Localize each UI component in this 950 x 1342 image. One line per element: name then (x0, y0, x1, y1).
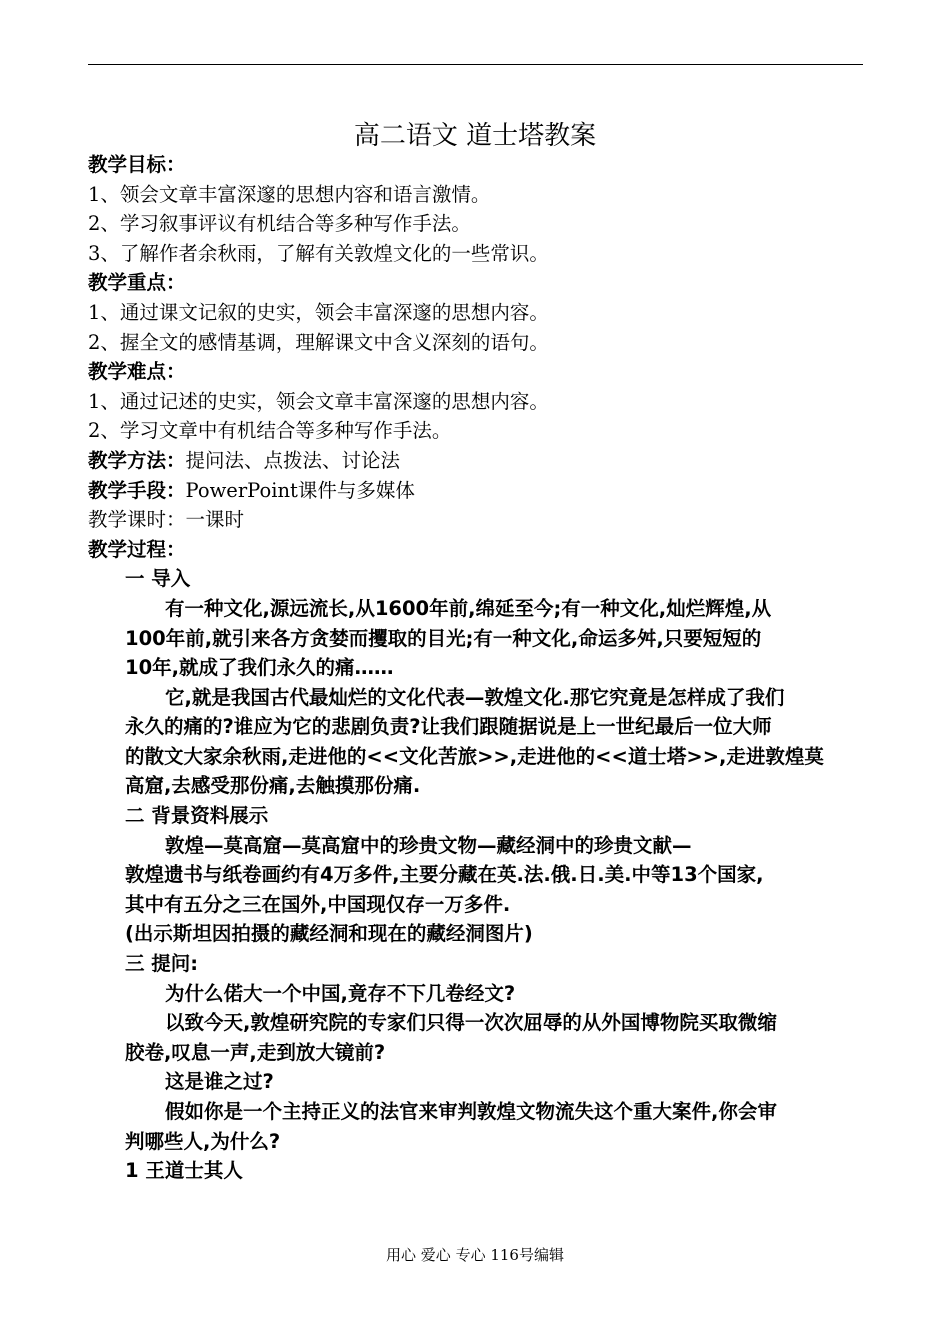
paragraph-line: 高窟,去感受那份痛,去触摸那份痛. (125, 774, 421, 798)
paragraph-line: 其中有五分之三在国外,中国现仅存一万多件. (125, 892, 511, 916)
heading-difficulties: 教学难点： (88, 360, 186, 384)
heading-process: 教学过程： (88, 537, 186, 561)
paragraph-line: 判哪些人,为什么? (125, 1129, 281, 1153)
heading-means: 教学手段： (88, 478, 186, 502)
objective-item: 1、领会文章丰富深邃的思想内容和语言激情。 (88, 182, 491, 206)
section-heading-background: 二 背景资料展示 (125, 804, 269, 828)
heading-objectives: 教学目标： (88, 153, 186, 176)
document-title: 高二语文 道士塔教案 (353, 121, 597, 151)
means-value: PowerPoint课件与多媒体 (185, 478, 415, 502)
paragraph-line: 为什么偌大一个中国,竟存不下几卷经文? (165, 981, 516, 1005)
paragraph-line: 假如你是一个主持正义的法官来审判敦煌文物流失这个重大案件,你会审 (165, 1100, 777, 1123)
difficulty-item: 2、学习文章中有机结合等多种写作手法。 (88, 419, 452, 443)
paragraph-line: 10年,就成了我们永久的痛…… (125, 656, 394, 680)
methods-line (88, 446, 863, 476)
objective-item: 2、学习叙事评议有机结合等多种写作手法。 (88, 212, 471, 236)
paragraph-line: 敦煌遗书与纸卷画约有4万多件,主要分藏在英.法.俄.日.美.中等13个国家, (125, 863, 764, 887)
methods-value: 提问法、点拨法、讨论法 (185, 448, 401, 472)
paragraph-line: 以致今天,敦煌研究院的专家们只得一次次屈辱的从外国博物院买取微缩 (165, 1011, 777, 1035)
paragraph-line: 有一种文化,源远流长,从1600年前,绵延至今;有一种文化,灿烂辉煌,从 (165, 596, 772, 620)
paragraph-line: 敦煌—莫高窟—莫高窟中的珍贵文物—藏经洞中的珍贵文献— (165, 833, 692, 857)
heading-key-points: 教学重点： (88, 271, 186, 295)
heading-methods: 教学方法： (88, 448, 186, 472)
subsection-heading: 1 王道士其人 (125, 1159, 243, 1183)
section-heading-questions: 三 提问: (125, 952, 199, 976)
document-body (88, 150, 863, 1186)
paragraph-line: 它,就是我国古代最灿烂的文化代表—敦煌文化.那它究竟是怎样成了我们 (165, 685, 785, 709)
paragraph-line: 的散文大家余秋雨,走进他的<<文化苦旅>>,走进他的<<道士塔>>,走进敦煌莫 (125, 744, 824, 768)
key-point-item: 1、通过课文记叙的史实，领会丰富深邃的思想内容。 (88, 300, 549, 324)
paragraph-line: (出示斯坦因拍摄的藏经洞和现在的藏经洞图片) (125, 922, 533, 946)
paragraph-line: 永久的痛的?谁应为它的悲剧负责?让我们跟随据说是上一世纪最后一位大师 (125, 715, 772, 739)
section-heading-intro: 一 导入 (125, 567, 191, 591)
key-point-item: 2、握全文的感情基调，理解课文中含义深刻的语句。 (88, 330, 549, 354)
paragraph-line: 胶卷,叹息一声,走到放大镜前? (125, 1040, 386, 1064)
difficulty-item: 1、通过记述的史实，领会文章丰富深邃的思想内容。 (88, 389, 549, 413)
means-line (88, 476, 863, 506)
objective-item: 3、了解作者余秋雨，了解有关敦煌文化的一些常识。 (88, 241, 549, 265)
header-rule (88, 64, 863, 65)
class-hours-line: 教学课时：一课时 (88, 508, 245, 532)
page-footer: 用心 爱心 专心 116号编辑 (386, 1246, 564, 1264)
paragraph-line: 100年前,就引来各方贪婪而攫取的目光;有一种文化,命运多舛,只要短短的 (125, 626, 762, 650)
paragraph-line: 这是谁之过? (165, 1070, 274, 1094)
